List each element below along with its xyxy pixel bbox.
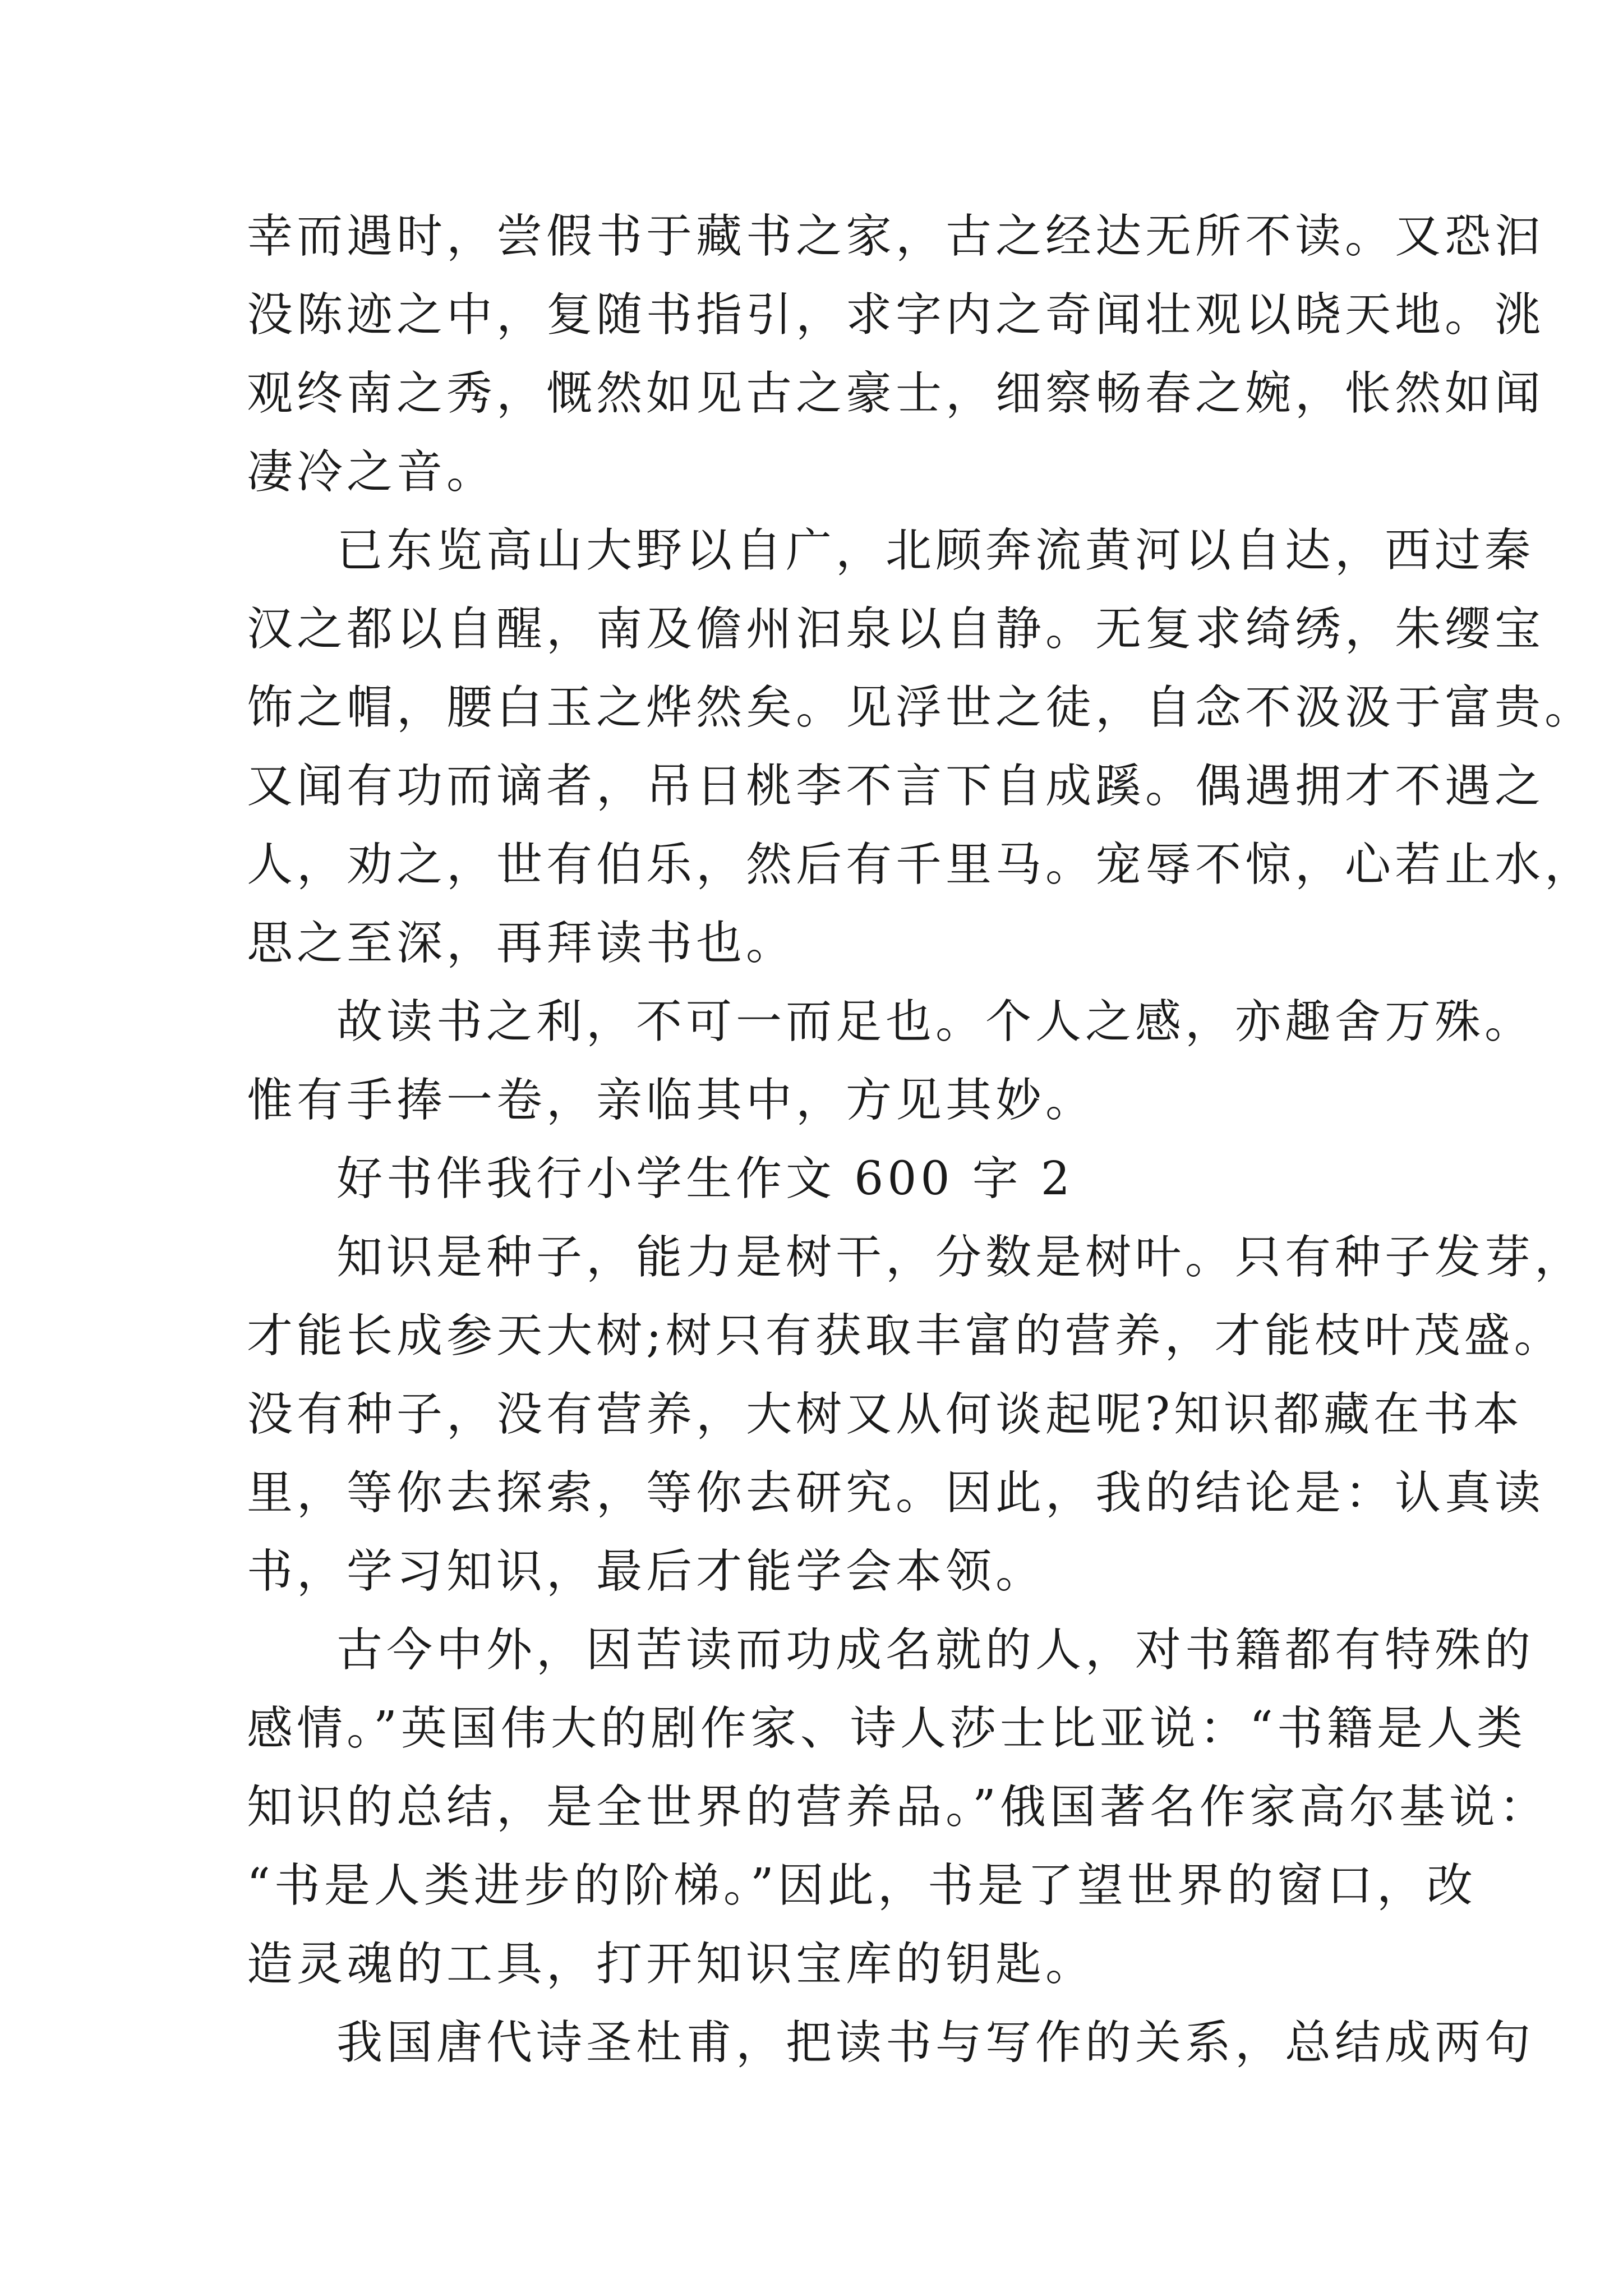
text-line-2: 没陈迹之中，复随书指引，求字内之奇闻壮观以晓天地。洮 [247,288,1545,342]
text-line-8: 又闻有功而谪者，吊日桃李不言下自成蹊。偶遇拥才不遇之 [247,760,1545,813]
text-line-4: 凄冷之音。 [247,445,497,499]
text-line-24: 我国唐代诗圣杜甫，把读书与写作的关系，总结成两句 [336,2016,1535,2069]
text-line-9: 人，劝之，世有伯乐，然后有千里马。宠辱不惊，心若止水， [247,838,1595,891]
text-line-10: 思之至深，再拜读书也。 [247,917,796,970]
text-line-23: 造灵魂的工具，打开知识宝库的钥匙。 [247,1938,1096,1991]
text-line-14: 知识是种子，能力是树干，分数是树叶。只有种子发芽， [336,1231,1585,1284]
text-line-11: 故读书之利，不可一而足也。个人之感，亦趣舍万殊。 [336,995,1535,1048]
text-line-3: 观终南之秀，慨然如见古之豪士，细察畅春之婉，怅然如闻 [247,367,1545,420]
text-line-19: 古今中外，因苦读而功成名就的人，对书籍都有特殊的 [336,1623,1535,1677]
text-line-22: “书是人类进步的阶梯。”因此，书是了望世界的窗口，改 [247,1859,1477,1912]
text-line-6: 汉之都以自醒，南及儋州汩泉以自静。无复求绮绣，朱缨宝 [247,602,1545,656]
text-line-12: 惟有手捧一卷，亲临其中，方见其妙。 [247,1074,1096,1127]
section-heading: 好书伴我行小学生作文 600 字 2 [336,1152,1074,1205]
text-line-7: 饰之帽，腰白玉之烨然矣。见浮世之徒，自念不汲汲于富贵。 [247,681,1595,734]
text-line-21: 知识的总结，是全世界的营养品。”俄国著名作家高尔基说： [247,1780,1549,1834]
text-line-18: 书，学习知识，最后才能学会本领。 [247,1545,1046,1598]
text-line-16: 没有种子，没有营养，大树又从何谈起呢?知识都藏在书本 [247,1388,1523,1441]
text-line-5: 已东览高山大野以自广，北顾奔流黄河以自达，西过秦 [336,524,1535,577]
text-line-15: 才能长成参天大树;树只有获取丰富的营养，才能枝叶茂盛。 [247,1309,1564,1363]
text-line-20: 感情。”英国伟大的剧作家、诗人莎士比亚说：“书籍是人类 [247,1702,1527,1755]
text-line-1: 幸而遇时，尝假书于藏书之家，古之经达无所不读。又恐汩 [247,210,1545,263]
text-line-17: 里，等你去探索，等你去研究。因此，我的结论是：认真读 [247,1466,1545,1520]
